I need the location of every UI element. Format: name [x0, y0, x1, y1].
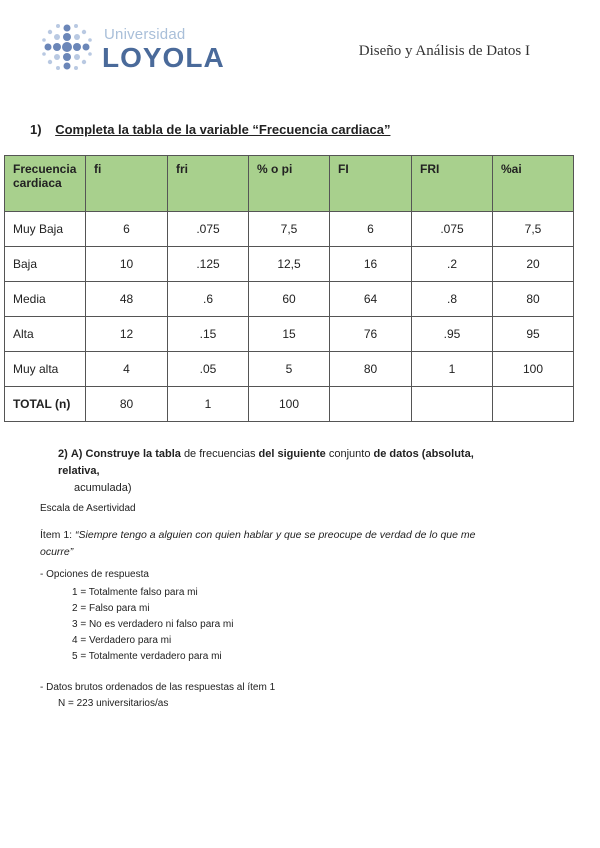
list-item: 1 = Totalmente falso para mi [72, 587, 198, 598]
table-cell: Muy alta [5, 352, 86, 387]
item-1 [40, 527, 500, 561]
table-cell: .05 [168, 352, 249, 387]
table-cell: TOTAL (n) [5, 387, 86, 422]
table-cell: Alta [5, 317, 86, 352]
table-cell [412, 387, 493, 422]
col-header-variable: Frecuencia cardiaca [5, 156, 86, 212]
table-cell: 48 [86, 282, 168, 317]
table-row [5, 317, 574, 352]
table-cell: 80 [330, 352, 412, 387]
question-2 [58, 446, 498, 497]
table-cell [330, 387, 412, 422]
question-2-line-2: acumulada) [74, 482, 132, 494]
item-1-quote: “Siempre tengo a alguien con quien hablar y que se preocupe de verdad de lo que me ocurre” [40, 529, 476, 558]
list-item: 5 = Totalmente verdadero para mi [72, 651, 222, 662]
col-header-ai: %ai [493, 156, 574, 212]
scale-title: Escala de Asertividad [40, 503, 136, 514]
table-cell: .8 [412, 282, 493, 317]
table-cell: 5 [249, 352, 330, 387]
table-cell: 15 [249, 317, 330, 352]
logo-mark-icon [38, 18, 96, 76]
question-2-bold-1: Construye la tabla [85, 448, 181, 460]
table-row [5, 247, 574, 282]
question-1 [30, 122, 390, 137]
table-cell: 80 [493, 282, 574, 317]
list-item: 4 = Verdadero para mi [72, 635, 172, 646]
options-list [72, 585, 233, 665]
question-1-text: Completa la tabla de la variable “Frecuencia cardiaca” [55, 122, 391, 137]
table-cell: .125 [168, 247, 249, 282]
table-cell: Baja [5, 247, 86, 282]
table-total-row [5, 387, 574, 422]
col-header-fri: fri [168, 156, 249, 212]
table-cell: 7,5 [493, 212, 574, 247]
table-cell: Muy Baja [5, 212, 86, 247]
question-2-bold-3: de datos (absoluta, relativa, [58, 448, 474, 477]
table-cell: 100 [249, 387, 330, 422]
document-title: Diseño y Análisis de Datos I [358, 43, 530, 59]
table-cell: 1 [412, 352, 493, 387]
table-cell [493, 387, 574, 422]
question-1-number: 1) [30, 122, 42, 137]
table-cell: 76 [330, 317, 412, 352]
item-1-label: Ítem 1: [40, 529, 73, 541]
raw-data-title: - Datos brutos ordenados de las respuestas al ítem 1 [40, 682, 276, 693]
table-cell: 64 [330, 282, 412, 317]
col-header-FRI: FRI [412, 156, 493, 212]
list-item: 2 = Falso para mi [72, 603, 150, 614]
table-cell: 7,5 [249, 212, 330, 247]
logo-subtitle: Universidad [104, 26, 186, 43]
table-cell: .075 [412, 212, 493, 247]
table-cell: 95 [493, 317, 574, 352]
table-cell: 4 [86, 352, 168, 387]
table-cell: 100 [493, 352, 574, 387]
table-cell: .95 [412, 317, 493, 352]
table-cell: .15 [168, 317, 249, 352]
table-cell: 12,5 [249, 247, 330, 282]
list-item: 3 = No es verdadero ni falso para mi [72, 619, 234, 630]
question-2-normal-1: de frecuencias [183, 448, 256, 460]
frequency-table [4, 155, 574, 422]
table-cell: 80 [86, 387, 168, 422]
table-cell: .075 [168, 212, 249, 247]
question-2-normal-2: conjunto [328, 448, 371, 460]
table-cell: 60 [249, 282, 330, 317]
table-row [5, 212, 574, 247]
university-logo [38, 18, 238, 78]
question-2-letter: A) [70, 448, 83, 460]
table-cell: 6 [86, 212, 168, 247]
table-cell: .2 [412, 247, 493, 282]
question-2-number: 2) [58, 448, 68, 460]
question-2-bold-2: del siguiente [258, 448, 326, 460]
col-header-FI: FI [330, 156, 412, 212]
options-title: - Opciones de respuesta [40, 569, 149, 580]
table-cell: .6 [168, 282, 249, 317]
table-cell: 20 [493, 247, 574, 282]
logo-name: LOYOLA [102, 42, 225, 73]
table-row [5, 352, 574, 387]
table-cell: 1 [168, 387, 249, 422]
table-cell: 12 [86, 317, 168, 352]
col-header-fi: fi [86, 156, 168, 212]
table-cell: Media [5, 282, 86, 317]
table-header-row [5, 156, 574, 212]
sample-size: N = 223 universitarios/as [58, 698, 169, 709]
table-cell: 10 [86, 247, 168, 282]
table-cell: 6 [330, 212, 412, 247]
table-row [5, 282, 574, 317]
table-cell: 16 [330, 247, 412, 282]
col-header-percent: % o pi [249, 156, 330, 212]
